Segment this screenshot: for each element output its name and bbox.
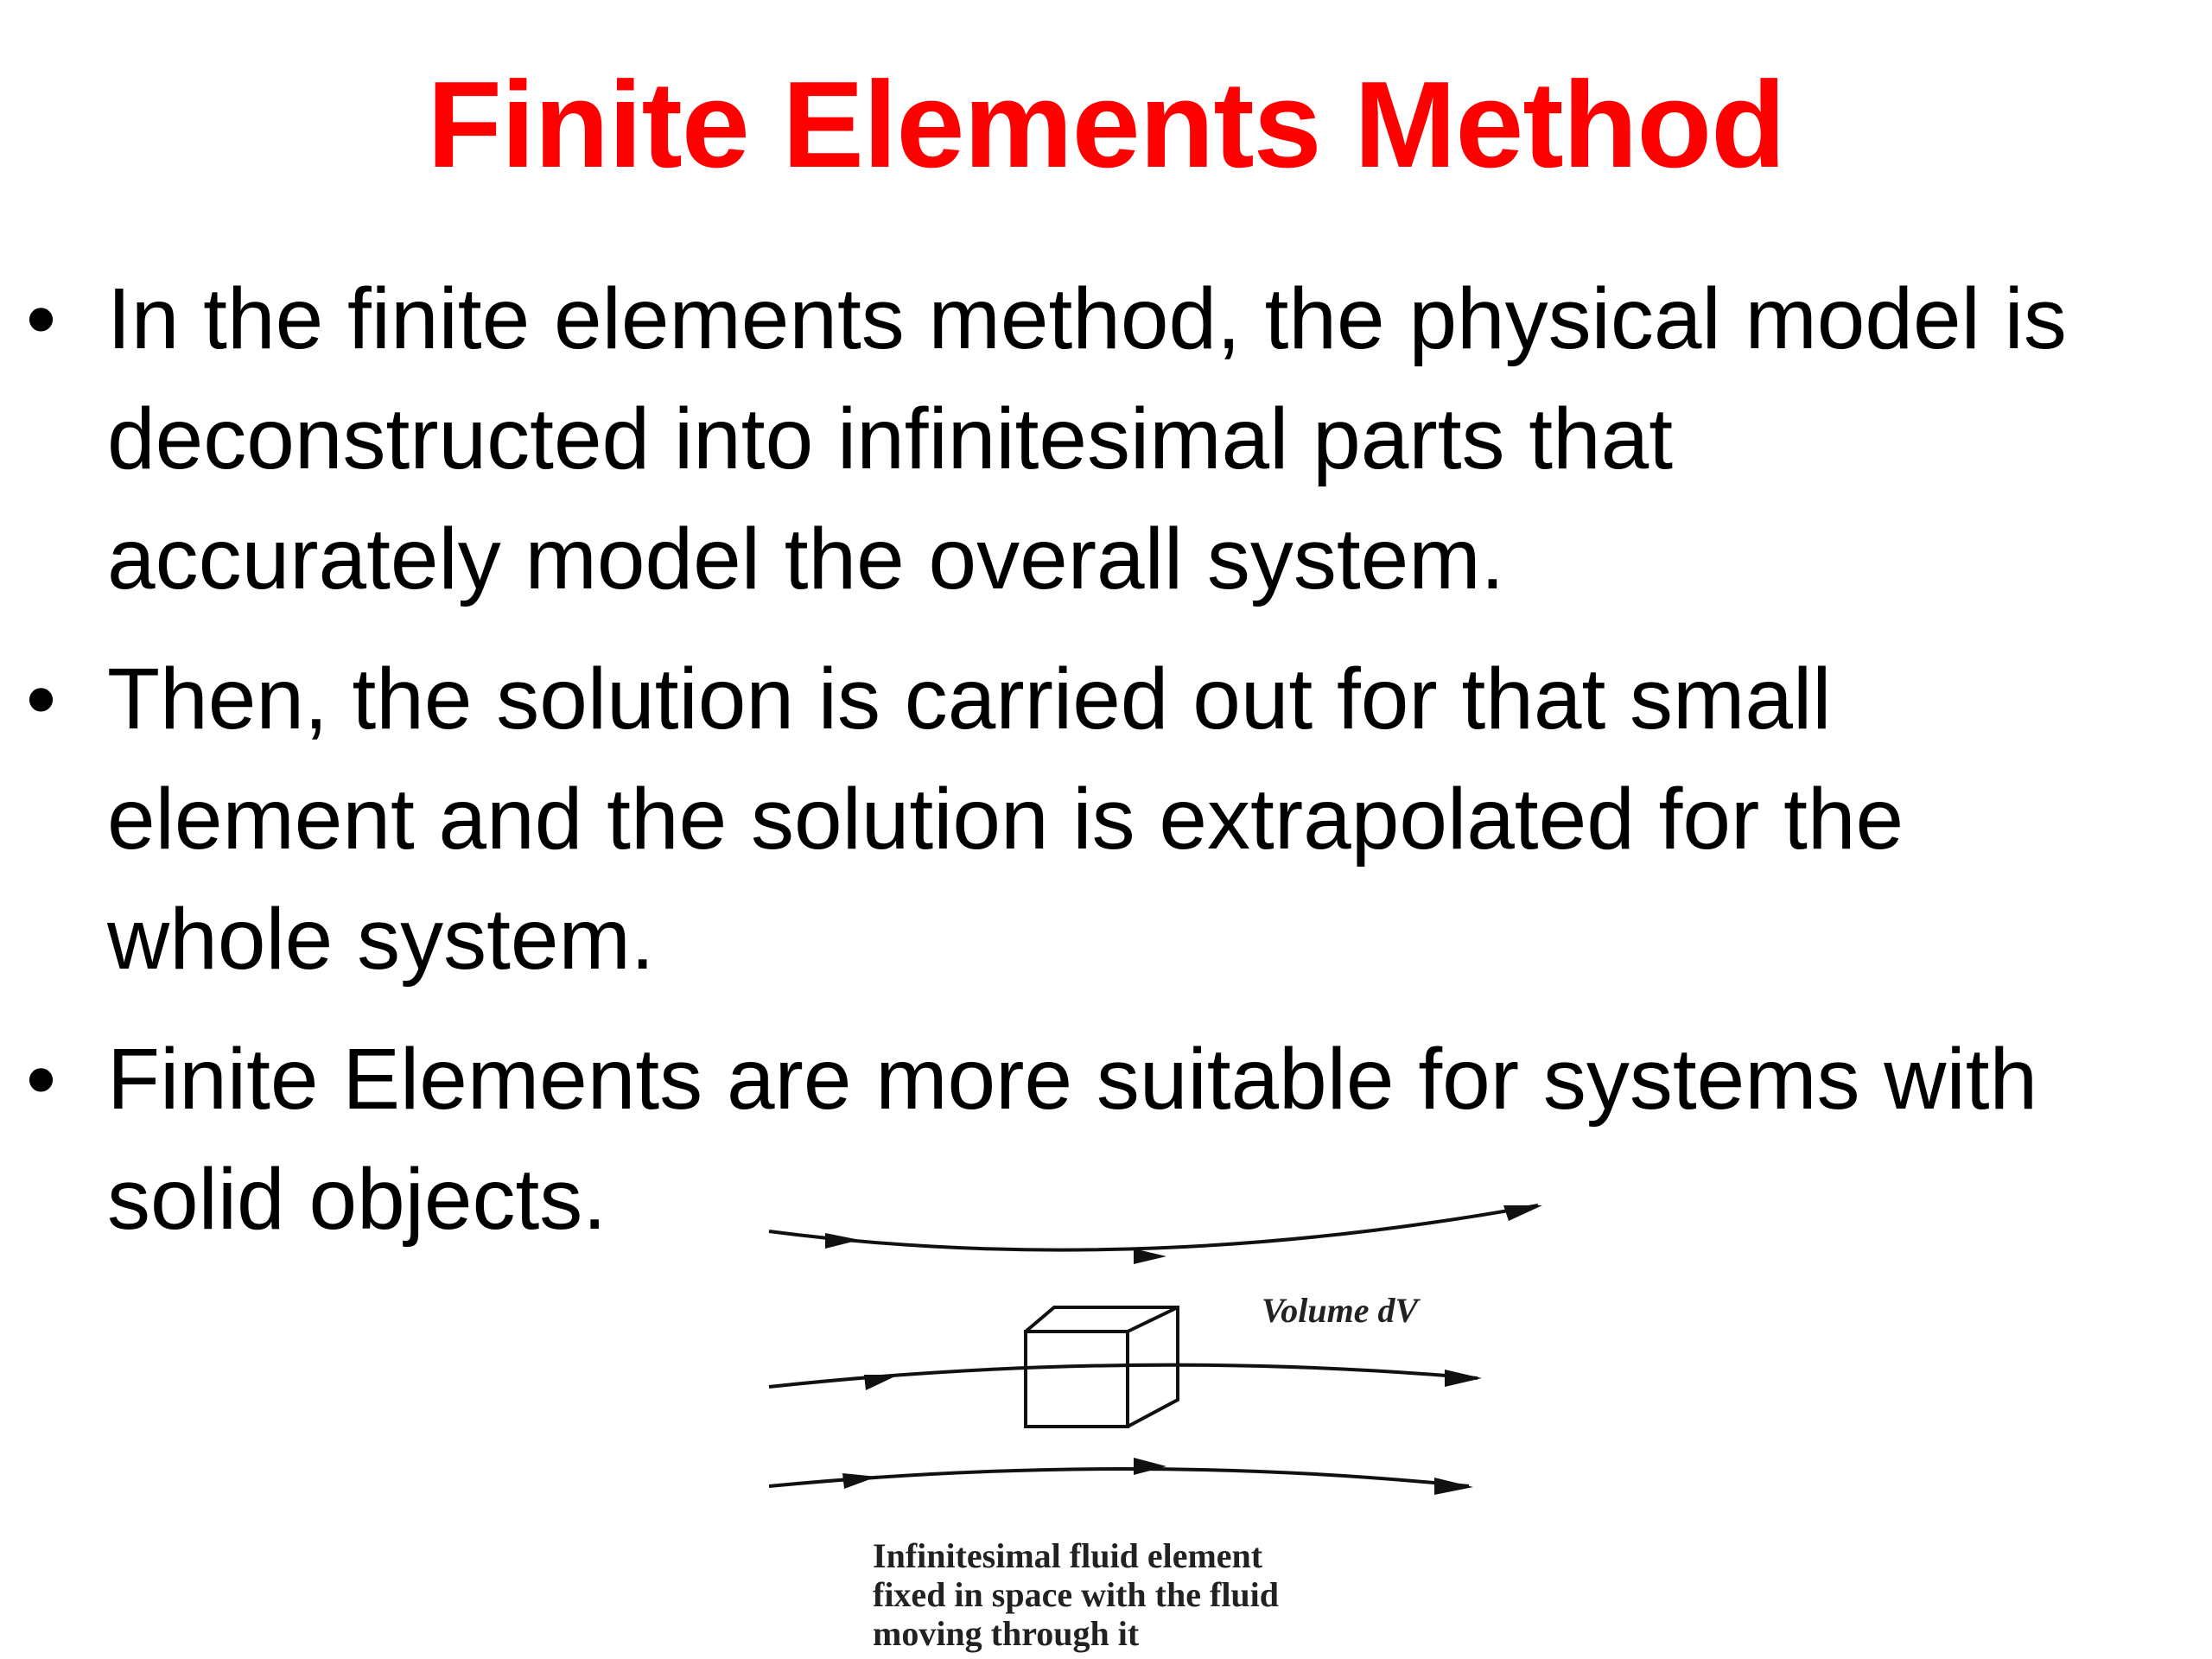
bullet-marker: •	[26, 1031, 57, 1128]
arrowhead-bottom-left	[842, 1473, 877, 1489]
arrowhead-middle-left	[864, 1375, 899, 1390]
streamline-top	[769, 1205, 1538, 1250]
arrowhead-bottom-middle	[1134, 1458, 1166, 1475]
figure-caption: Infinitesimal fluid element fixed in space with the fluid moving through it	[873, 1536, 1280, 1653]
bullet-marker: •	[26, 270, 57, 367]
bullet-text-1: In the finite elements method, the physical model is deconstructed into infinitesimal parts that accurately model the overall system.	[107, 270, 2067, 607]
streamlines-diagram	[760, 1179, 1555, 1542]
arrowhead-top-middle	[1134, 1249, 1166, 1264]
volume-label: Volume dV	[1262, 1291, 1419, 1330]
bullet-text-2: Then, the solution is carried out for that small element and the solution is extrapolated for the whole system.	[107, 651, 1904, 988]
fluid-element-diagram	[760, 1179, 1555, 1659]
arrowhead-top-right	[1503, 1205, 1542, 1221]
bullet-marker: •	[26, 651, 57, 747]
arrowhead-bottom-right	[1434, 1478, 1473, 1495]
arrowhead-top-left	[825, 1233, 860, 1249]
bullet-text-3: Finite Elements are more suitable for systems with solid objects.	[107, 1031, 2038, 1248]
slide-title: Finite Elements Method	[427, 56, 1785, 194]
arrowhead-middle-right	[1445, 1370, 1482, 1387]
